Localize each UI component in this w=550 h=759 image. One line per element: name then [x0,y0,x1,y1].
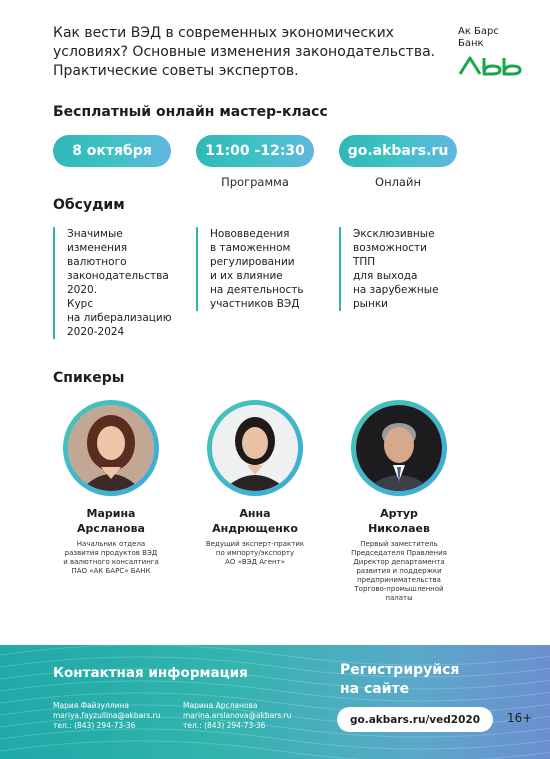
age-rating-badge: 16+ [507,711,533,725]
topic-line: регулировании [210,256,295,268]
topic-line: участников ВЭД [210,298,300,310]
register-line-2: на сайте [340,681,410,697]
contact-email-link[interactable]: marina.arslanova@akbars.ru [183,711,292,720]
topic-line: возможности [353,242,428,254]
contact-phone: тел.: (843) 294-73-36 [183,721,266,730]
register-heading [340,661,459,699]
speaker-desc-line: развития и поддержки [356,567,442,575]
contact-email-link[interactable]: mariya.fayzullina@akbars.ru [53,711,161,720]
speaker-description [183,540,327,567]
speaker-last-name: Арсланова [77,522,145,535]
title-line-3: Практические советы экспертов. [53,63,299,79]
contact-name: Мария Файзуллина [53,701,129,710]
speaker-first-name: Марина [86,507,136,520]
topic-line: Нововведения [210,228,290,240]
logo-name-line2: Банк [458,38,484,49]
speaker-last-name: Николаев [368,522,430,535]
title-line-1: Как вести ВЭД в современных экономических [53,25,394,41]
topic-line: на деятельность [210,284,304,296]
contact-card [183,701,291,731]
speaker-desc-line: Директор департамента [353,558,445,566]
speaker-description [327,540,471,603]
topic-line: в таможенном [210,242,291,254]
topic-customs [196,227,340,311]
topic-line: 2020. [67,284,98,296]
topic-line: законодательства [67,270,169,282]
discuss-heading: Обсудим [53,197,125,213]
speaker-card [183,400,327,567]
speaker-desc-line: развития продуктов ВЭД [64,549,158,557]
topic-currency-law [53,227,197,339]
speaker-desc-line: Ведущий эксперт-практик [205,540,305,548]
time-pill: 11:00 -12:30 [196,135,314,167]
program-caption: Программа [221,175,289,189]
speaker-description [39,540,183,576]
topic-line: на зарубежные [353,284,439,296]
contact-name: Марина Арсланова [183,701,258,710]
speaker-first-name: Анна [239,507,271,520]
topic-line: изменения [67,242,128,254]
online-caption: Онлайн [375,175,421,189]
topic-line: 2020-2024 [67,326,125,338]
contact-phone: тел.: (843) 294-73-36 [53,721,136,730]
speaker-desc-line: палаты [385,594,413,602]
topic-line: и их влияние [210,270,283,282]
logo-mark-icon [458,54,524,78]
title-line-2: условиях? Основные изменения законодательства. [53,44,436,60]
speaker-desc-line: АО «ВЭД Агент» [225,558,285,566]
topic-line: валютного [67,256,127,268]
speaker-desc-line: и валютного консалтинга [63,558,159,566]
contact-card [53,701,160,731]
speaker-desc-line: Председателя Правления [351,549,447,557]
speaker-first-name: Артур [380,507,418,520]
speaker-photo [351,400,447,496]
speakers-heading: Спикеры [53,370,125,386]
date-pill: 8 октября [53,135,171,167]
speaker-card [327,400,471,603]
speaker-desc-line: Начальник отдела [76,540,146,548]
speaker-desc-line: Торгово-промышленной [354,585,444,593]
speaker-photo [63,400,159,496]
website-pill[interactable]: go.akbars.ru [339,135,457,167]
event-subtitle: Бесплатный онлайн мастер-класс [53,104,328,120]
portrait-icon [356,405,442,491]
logo-name-line1: Ак Барс [458,26,499,37]
portrait-icon [68,405,154,491]
topic-line: Значимые [67,228,123,240]
topic-line: Эксклюзивные [353,228,435,240]
speaker-desc-line: предпринимательства [357,576,441,584]
topic-line: на либерализацию [67,312,172,324]
ak-bars-logo [458,26,528,78]
topic-line: рынки [353,298,388,310]
speaker-card [39,400,183,576]
topic-line: ТПП [353,256,376,268]
topic-tpp [339,227,483,311]
topic-line: для выхода [353,270,418,282]
register-url-button[interactable]: go.akbars.ru/ved2020 [337,707,493,732]
speaker-desc-line: Первый заместитель [360,540,438,548]
page-title [53,24,436,81]
speaker-photo [207,400,303,496]
speaker-last-name: Андрющенко [212,522,298,535]
register-line-1: Регистрируйся [340,662,460,678]
contacts-heading: Контактная информация [53,665,248,681]
speaker-desc-line: по импорту/экспорту [215,549,295,557]
speaker-desc-line: ПАО «АК БАРС» БАНК [71,567,151,575]
portrait-icon [212,405,298,491]
topic-line: Курс [67,298,94,310]
